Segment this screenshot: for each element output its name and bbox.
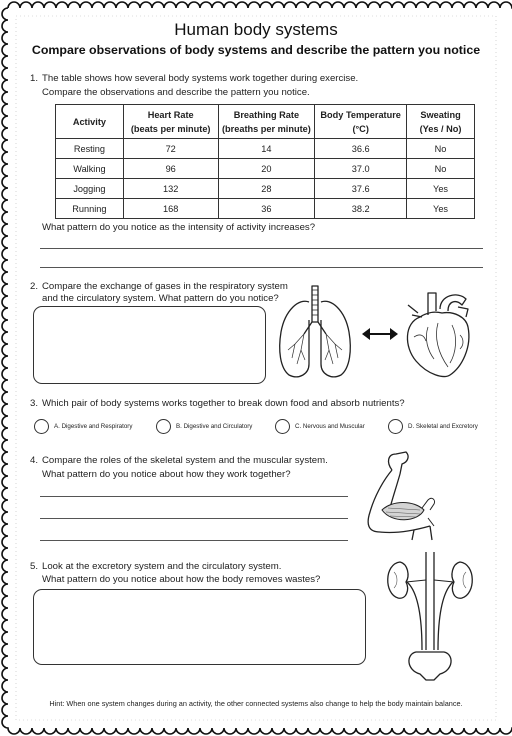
header-breathing-rate — [218, 105, 315, 139]
q5-number: 5. — [30, 561, 39, 572]
table-row — [56, 159, 475, 179]
cell-sweating: No — [407, 139, 475, 159]
q1-number: 1. — [30, 73, 39, 84]
cell-activity: Resting — [56, 139, 124, 159]
q2-answer-box[interactable] — [33, 306, 266, 384]
header-breathing-rate-label: Breathing Rate — [233, 109, 300, 120]
q5-text-line2: What pattern do you notice about how the body removes wastes? — [42, 574, 321, 585]
kidney-system-icon — [380, 550, 480, 682]
radio-circle[interactable] — [388, 419, 403, 434]
q3-option-c[interactable] — [275, 419, 365, 434]
cell-breathing-rate: 28 — [218, 179, 315, 199]
arm-muscle-icon — [352, 448, 442, 543]
cell-sweating: Yes — [407, 179, 475, 199]
q4-answer-line[interactable] — [40, 518, 348, 519]
table-row — [56, 139, 475, 159]
q3-option-a-label: A. Digestive and Respiratory — [54, 423, 133, 430]
q1-text-line2: Compare the observations and describe the pattern you notice. — [42, 87, 310, 98]
header-sweating-unit: (Yes / No) — [419, 123, 462, 134]
cell-sweating: Yes — [407, 199, 475, 219]
cell-activity: Running — [56, 199, 124, 219]
table-header-row — [56, 105, 475, 139]
header-heart-rate-label: Heart Rate — [147, 109, 194, 120]
page-subtitle: Compare observations of body systems and describe the pattern you notice — [31, 43, 481, 57]
cell-heart-rate: 96 — [123, 159, 218, 179]
cell-heart-rate: 168 — [123, 199, 218, 219]
header-body-temperature-label: Body Temperature — [320, 109, 401, 120]
q3-text: Which pair of body systems works together to break down food and absorb nutrients? — [42, 398, 405, 409]
radio-circle[interactable] — [34, 419, 49, 434]
header-activity — [56, 105, 124, 139]
radio-circle[interactable] — [156, 419, 171, 434]
q2-text-line1: Compare the exchange of gases in the respiratory system — [42, 281, 288, 292]
q1-text-line1: The table shows how several body systems work together during exercise. — [42, 73, 359, 84]
header-breathing-rate-unit: (breaths per minute) — [221, 123, 311, 134]
table-row — [56, 199, 475, 219]
header-sweating — [407, 105, 475, 139]
cell-body-temperature: 36.6 — [315, 139, 407, 159]
q1-answer-line[interactable] — [40, 267, 483, 268]
heart-icon — [398, 287, 478, 382]
header-heart-rate — [123, 105, 218, 139]
q4-text-line2: What pattern do you notice about how they work together? — [42, 469, 291, 480]
header-body-temperature-unit: (°C) — [352, 123, 369, 134]
table-row — [56, 179, 475, 199]
q3-option-b[interactable] — [156, 419, 252, 434]
cell-breathing-rate: 20 — [218, 159, 315, 179]
q3-option-a[interactable] — [34, 419, 132, 434]
header-activity-label: Activity — [72, 116, 107, 127]
q2-text-line2: and the circulatory system. What pattern do you notice? — [42, 293, 279, 304]
double-arrow-icon — [360, 324, 400, 344]
cell-breathing-rate: 14 — [218, 139, 315, 159]
cell-heart-rate: 72 — [123, 139, 218, 159]
header-sweating-label: Sweating — [420, 109, 461, 120]
q3-option-c-label: C. Nervous and Muscular — [295, 423, 365, 430]
q4-number: 4. — [30, 455, 39, 466]
radio-circle[interactable] — [275, 419, 290, 434]
cell-body-temperature: 37.0 — [315, 159, 407, 179]
cell-breathing-rate: 36 — [218, 199, 315, 219]
q5-text-line1: Look at the excretory system and the circulatory system. — [42, 561, 282, 572]
q4-answer-line[interactable] — [40, 496, 348, 497]
lungs-icon — [275, 280, 355, 380]
q3-option-d-label: D. Skeletal and Excretory — [408, 423, 478, 430]
cell-sweating: No — [407, 159, 475, 179]
q4-text-line1: Compare the roles of the skeletal system and the muscular system. — [42, 455, 328, 466]
hint-text: Hint: When one system changes during an activity, the other connected systems also change to help the body maintain balance. — [49, 699, 463, 708]
q3-option-d[interactable] — [388, 419, 478, 434]
q1-prompt: What pattern do you notice as the intensity of activity increases? — [42, 222, 316, 233]
q1-answer-line[interactable] — [40, 248, 483, 249]
cell-activity: Walking — [56, 159, 124, 179]
q3-number: 3. — [30, 398, 39, 409]
cell-activity: Jogging — [56, 179, 124, 199]
q2-number: 2. — [30, 281, 39, 292]
cell-body-temperature: 37.6 — [315, 179, 407, 199]
cell-heart-rate: 132 — [123, 179, 218, 199]
page-title: Human body systems — [174, 20, 338, 39]
q3-option-b-label: B. Digestive and Circulatory — [176, 423, 253, 430]
q5-answer-box[interactable] — [33, 589, 366, 665]
header-heart-rate-unit: (beats per minute) — [130, 123, 211, 134]
observations-table — [55, 104, 475, 219]
q4-answer-line[interactable] — [40, 540, 348, 541]
header-body-temperature — [315, 105, 407, 139]
cell-body-temperature: 38.2 — [315, 199, 407, 219]
